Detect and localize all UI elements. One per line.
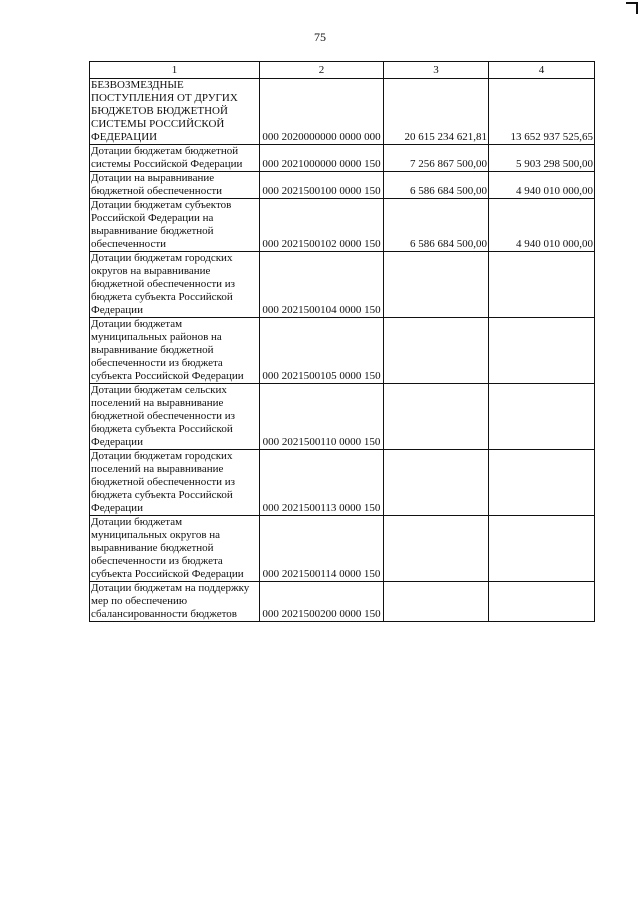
column-header-3: 3 [384, 62, 489, 79]
row-name: Дотации бюджетам городских округов на выравнивание бюджетной обеспеченности из бюджета субъекта Российской Федерации [90, 252, 260, 318]
row-code: 000 2021500110 0000 150 [260, 384, 384, 450]
row-value-col3 [384, 252, 489, 318]
row-value-col3: 7 256 867 500,00 [384, 145, 489, 172]
row-code: 000 2021500102 0000 150 [260, 199, 384, 252]
table-row [90, 318, 595, 384]
row-value-col3: 6 586 684 500,00 [384, 199, 489, 252]
column-header-1: 1 [90, 62, 260, 79]
row-value-col4: 4 940 010 000,00 [489, 199, 595, 252]
row-code: 000 2021500100 0000 150 [260, 172, 384, 199]
row-value-col3 [384, 384, 489, 450]
row-value-col3: 6 586 684 500,00 [384, 172, 489, 199]
table-row [90, 450, 595, 516]
header-row [90, 62, 595, 79]
corner-crop-mark [626, 2, 638, 14]
table-row [90, 582, 595, 622]
row-name: Дотации бюджетам муниципальных округов на выравнивание бюджетной обеспеченности из бюджета субъекта Российской Федерации [90, 516, 260, 582]
row-value-col4 [489, 450, 595, 516]
table-row [90, 516, 595, 582]
row-name: Дотации бюджетам сельских поселений на выравнивание бюджетной обеспеченности из бюджета субъекта Российской Федерации [90, 384, 260, 450]
table-row [90, 145, 595, 172]
row-code: 000 2021000000 0000 150 [260, 145, 384, 172]
row-code: 000 2021500200 0000 150 [260, 582, 384, 622]
row-code: 000 2021500113 0000 150 [260, 450, 384, 516]
row-code: 000 2021500104 0000 150 [260, 252, 384, 318]
row-value-col4: 5 903 298 500,00 [489, 145, 595, 172]
row-value-col4 [489, 582, 595, 622]
row-value-col3 [384, 516, 489, 582]
row-value-col4: 4 940 010 000,00 [489, 172, 595, 199]
table-row [90, 199, 595, 252]
row-name: Дотации бюджетам бюджетной системы Российской Федерации [90, 145, 260, 172]
row-name: Дотации бюджетам городских поселений на выравнивание бюджетной обеспеченности из бюджета субъекта Российской Федерации [90, 450, 260, 516]
budget-revenue-table [89, 61, 595, 622]
row-name: Дотации бюджетам субъектов Российской Федерации на выравнивание бюджетной обеспеченности [90, 199, 260, 252]
table-row [90, 384, 595, 450]
row-value-col3 [384, 318, 489, 384]
row-value-col4 [489, 384, 595, 450]
table-row [90, 79, 595, 145]
row-value-col3 [384, 450, 489, 516]
row-value-col3: 20 615 234 621,81 [384, 79, 489, 145]
column-header-4: 4 [489, 62, 595, 79]
row-name: Дотации бюджетам муниципальных районов на выравнивание бюджетной обеспеченности из бюджета субъекта Российской Федерации [90, 318, 260, 384]
page-number: 75 [314, 30, 326, 44]
row-name: Дотации бюджетам на поддержку мер по обеспечению сбалансированности бюджетов [90, 582, 260, 622]
row-value-col3 [384, 582, 489, 622]
column-header-2: 2 [260, 62, 384, 79]
row-name: БЕЗВОЗМЕЗДНЫЕ ПОСТУПЛЕНИЯ ОТ ДРУГИХ БЮДЖЕТОВ БЮДЖЕТНОЙ СИСТЕМЫ РОССИЙСКОЙ ФЕДЕРАЦИИ [90, 79, 260, 145]
row-name: Дотации на выравнивание бюджетной обеспеченности [90, 172, 260, 199]
table-row [90, 172, 595, 199]
row-value-col4 [489, 252, 595, 318]
table-row [90, 252, 595, 318]
row-code: 000 2021500114 0000 150 [260, 516, 384, 582]
row-value-col4: 13 652 937 525,65 [489, 79, 595, 145]
row-value-col4 [489, 516, 595, 582]
row-value-col4 [489, 318, 595, 384]
row-code: 000 2021500105 0000 150 [260, 318, 384, 384]
row-code: 000 2020000000 0000 000 [260, 79, 384, 145]
